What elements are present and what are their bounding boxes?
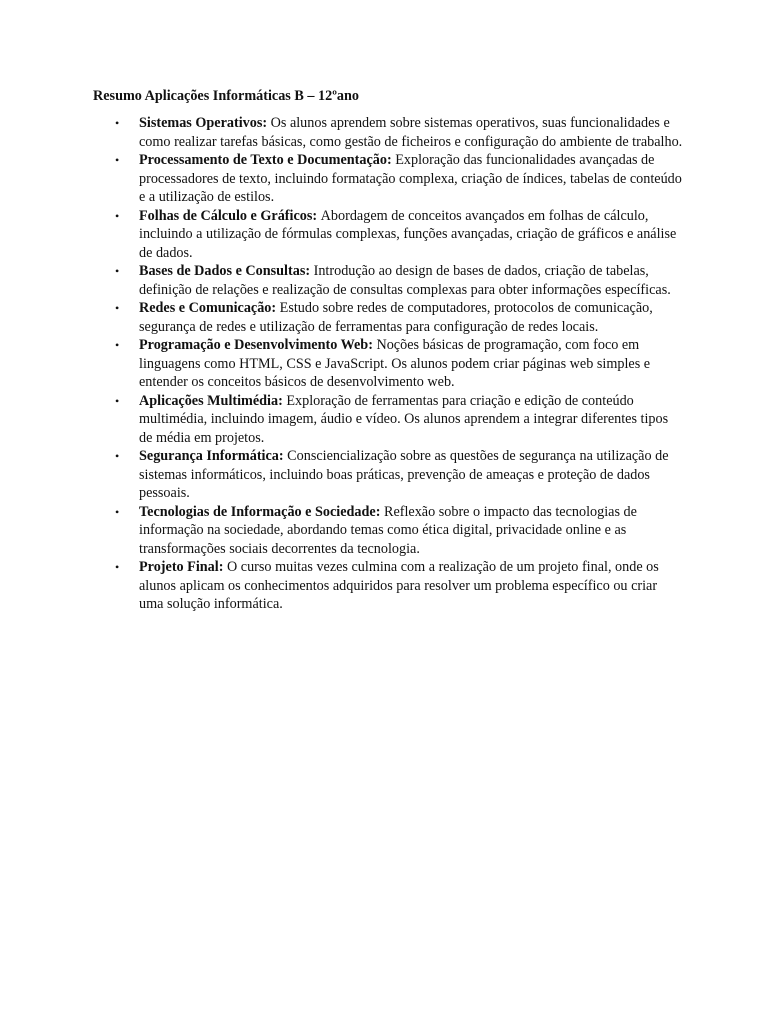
topic-term: Segurança Informática: — [139, 448, 288, 464]
topic-term: Programação e Desenvolvimento Web: — [139, 337, 377, 353]
list-item — [93, 503, 683, 559]
list-item — [93, 114, 683, 151]
topic-term: Folhas de Cálculo e Gráficos: — [139, 207, 321, 224]
topic-description: Noções básicas de programação, com foco em linguagens como HTML, CSS e JavaScript. Os alunos podem criar páginas web simples e entender os conceitos básicos de desenvolvimento web. — [139, 337, 651, 390]
topic-term: Tecnologias de Informação e Sociedade: — [139, 503, 384, 520]
topic-description: Reflexão sobre o impacto das tecnologias de informação na sociedade, abordando temas como ética digital, privacidade online e as transformações sociais decorrentes da tecnologia. — [139, 503, 637, 557]
list-item — [93, 151, 683, 207]
topic-list — [93, 114, 683, 614]
bullet-icon: • — [115, 264, 120, 278]
bullet-icon: • — [115, 449, 120, 463]
topic-term: Bases de Dados e Consultas: — [139, 263, 314, 279]
topic-description: O curso muitas vezes culmina com a realização de um projeto final, onde os alunos aplicam os conhecimentos adquiridos para resolver um problema específico ou criar uma solução informática. — [139, 559, 659, 612]
topic-description: Exploração de ferramentas para criação e edição de conteúdo multimédia, incluindo imagem, áudio e vídeo. Os alunos aprendem a integrar diferentes tipos de média em projetos. — [139, 392, 669, 446]
topic-description: Estudo sobre redes de computadores, protocolos de comunicação, segurança de redes e utilização de ferramentas para configuração de redes locais. — [139, 300, 653, 335]
topic-term: Aplicações Multimédia: — [139, 392, 287, 409]
topic-description: Introdução ao design de bases de dados, criação de tabelas, definição de relações e realização de consultas complexas para obter informações específicas. — [139, 263, 671, 298]
topic-term: Projeto Final: — [139, 559, 227, 575]
list-item — [93, 262, 683, 299]
topic-description: Exploração das funcionalidades avançadas de processadores de texto, incluindo formatação complexa, criação de índices, tabelas de conteúdo e a utilização de estilos. — [139, 152, 682, 205]
bullet-icon: • — [115, 153, 120, 167]
topic-term: Redes e Comunicação: — [139, 300, 280, 316]
bullet-icon: • — [115, 504, 120, 519]
bullet-icon: • — [115, 393, 120, 408]
bullet-icon: • — [115, 301, 120, 315]
list-item — [93, 207, 683, 263]
list-item — [93, 299, 683, 336]
list-item — [93, 336, 683, 392]
bullet-icon: • — [115, 116, 120, 130]
document-title: Resumo Aplicações Informáticas B – 12ºano — [93, 88, 359, 104]
list-item — [93, 392, 683, 448]
topic-description: Os alunos aprendem sobre sistemas operativos, suas funcionalidades e como realizar tarefas básicas, como gestão de ficheiros e configuração do ambiente de trabalho. — [139, 115, 683, 150]
bullet-icon: • — [115, 560, 120, 574]
bullet-icon: • — [115, 208, 120, 223]
topic-term: Sistemas Operativos: — [139, 115, 271, 131]
list-item — [93, 558, 683, 614]
topic-description: Abordagem de conceitos avançados em folhas de cálculo, incluindo a utilização de fórmulas complexas, funções avançadas, criação de gráficos e análise de dados. — [139, 207, 677, 261]
topic-description: Consciencialização sobre as questões de segurança na utilização de sistemas informáticos, incluindo boas práticas, prevenção de ameaças e proteção de dados pessoais. — [139, 448, 669, 501]
topic-term: Processamento de Texto e Documentação: — [139, 152, 396, 168]
list-item — [93, 447, 683, 503]
bullet-icon: • — [115, 338, 120, 352]
